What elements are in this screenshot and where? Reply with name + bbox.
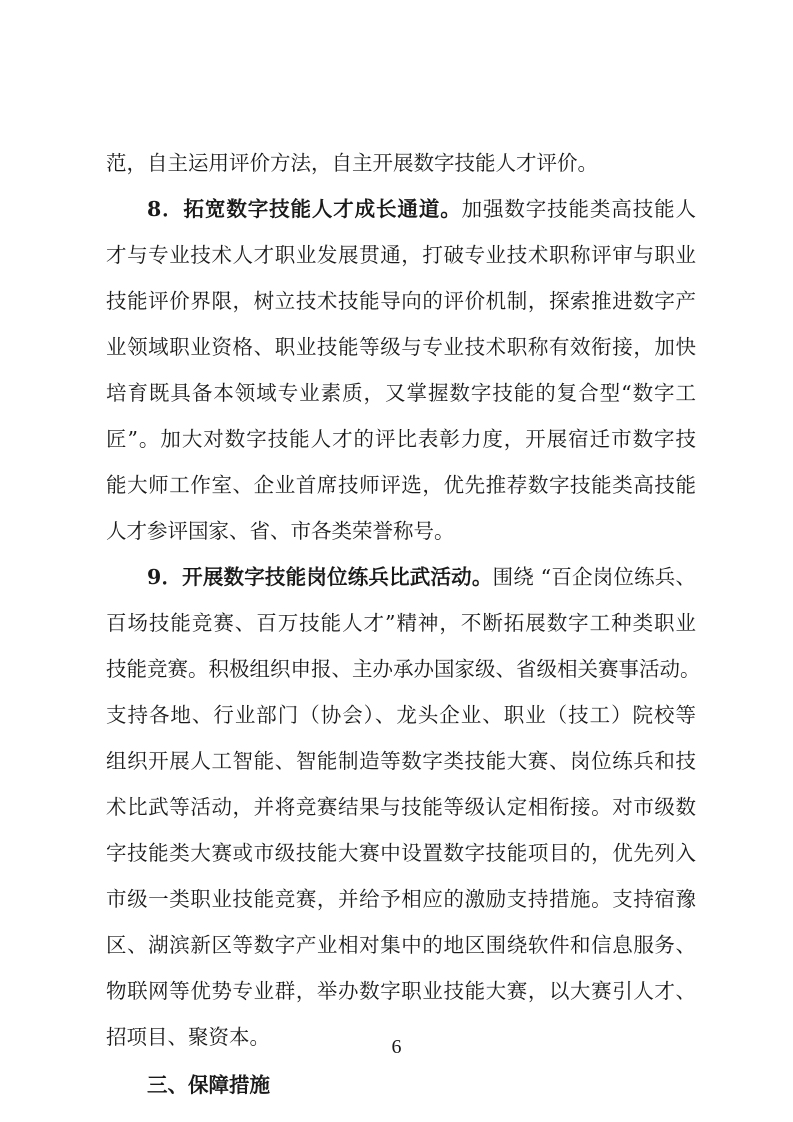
- paragraph-8-line-1: [106, 186, 696, 232]
- paragraph-8-title: 8．拓宽数字技能人才成长通道。: [147, 197, 462, 221]
- paragraph-9-line-8: 市级一类职业技能竞赛，并给予相应的激励支持措施。支持宿豫: [106, 887, 696, 911]
- paragraph-9-line-1: [106, 554, 696, 600]
- paragraph-8-line-8: 人才参评国家、省、市各类荣誉称号。: [106, 519, 455, 543]
- paragraph-9-line-9: 区、湖滨新区等数字产业相对集中的地区围绕软件和信息服务、: [106, 933, 696, 957]
- paragraph-9-line-4: 支持各地、行业部门（协会）、龙头企业、职业（技工）院校等: [106, 703, 696, 727]
- paragraph-9-line-2: 百场技能竞赛、百万技能人才”精神，不断拓展数字工种类职业: [106, 611, 696, 635]
- paragraph-9-line-11: 招项目、聚资本。: [106, 1025, 270, 1049]
- paragraph-continuation-line: 范，自主运用评价方法，自主开展数字技能人才评价。: [106, 151, 598, 175]
- paragraph-8-line-4: 业领域职业资格、职业技能等级与专业技术职称有效衔接，加快: [106, 335, 696, 359]
- paragraph-9-line-3: 技能竞赛。积极组织申报、主办承办国家级、省级相关赛事活动。: [106, 657, 701, 681]
- paragraph-9-title: 9．开展数字技能岗位练兵比武活动。: [147, 565, 493, 589]
- paragraph-9-line-10: 物联网等优势专业群，举办数字职业技能大赛，以大赛引人才、: [106, 979, 696, 1003]
- document-body: [106, 140, 701, 1108]
- paragraph-8-line-2: 才与专业技术人才职业发展贯通，打破专业技术职称评审与职业: [106, 243, 696, 267]
- paragraph-8-text: 加强数字技能类高技能人: [461, 197, 697, 221]
- paragraph-8-line-7: 能大师工作室、企业首席技师评选，优先推荐数字技能类高技能: [106, 473, 696, 497]
- paragraph-9-line-6: 术比武等活动，并将竞赛结果与技能等级认定相衔接。对市级数: [106, 795, 696, 819]
- paragraph-8-line-3: 技能评价界限，树立技术技能导向的评价机制，探索推进数字产: [106, 289, 696, 313]
- paragraph-9-line-7: 字技能类大赛或市级技能大赛中设置数字技能项目的，优先列入: [106, 841, 696, 865]
- page-number: 6: [391, 1036, 402, 1058]
- paragraph-9-line-5: 组织开展人工智能、智能制造等数字类技能大赛、岗位练兵和技: [106, 749, 696, 773]
- paragraph-8-line-5: 培育既具备本领域专业素质，又掌握数字技能的复合型“数字工: [106, 381, 696, 405]
- paragraph-8-line-6: 匠”。加大对数字技能人才的评比表彰力度，开展宿迁市数字技: [106, 427, 696, 451]
- section-heading: 三、保障措施: [147, 1073, 270, 1097]
- paragraph-9-text: 围绕 “百企岗位练兵、: [492, 565, 696, 589]
